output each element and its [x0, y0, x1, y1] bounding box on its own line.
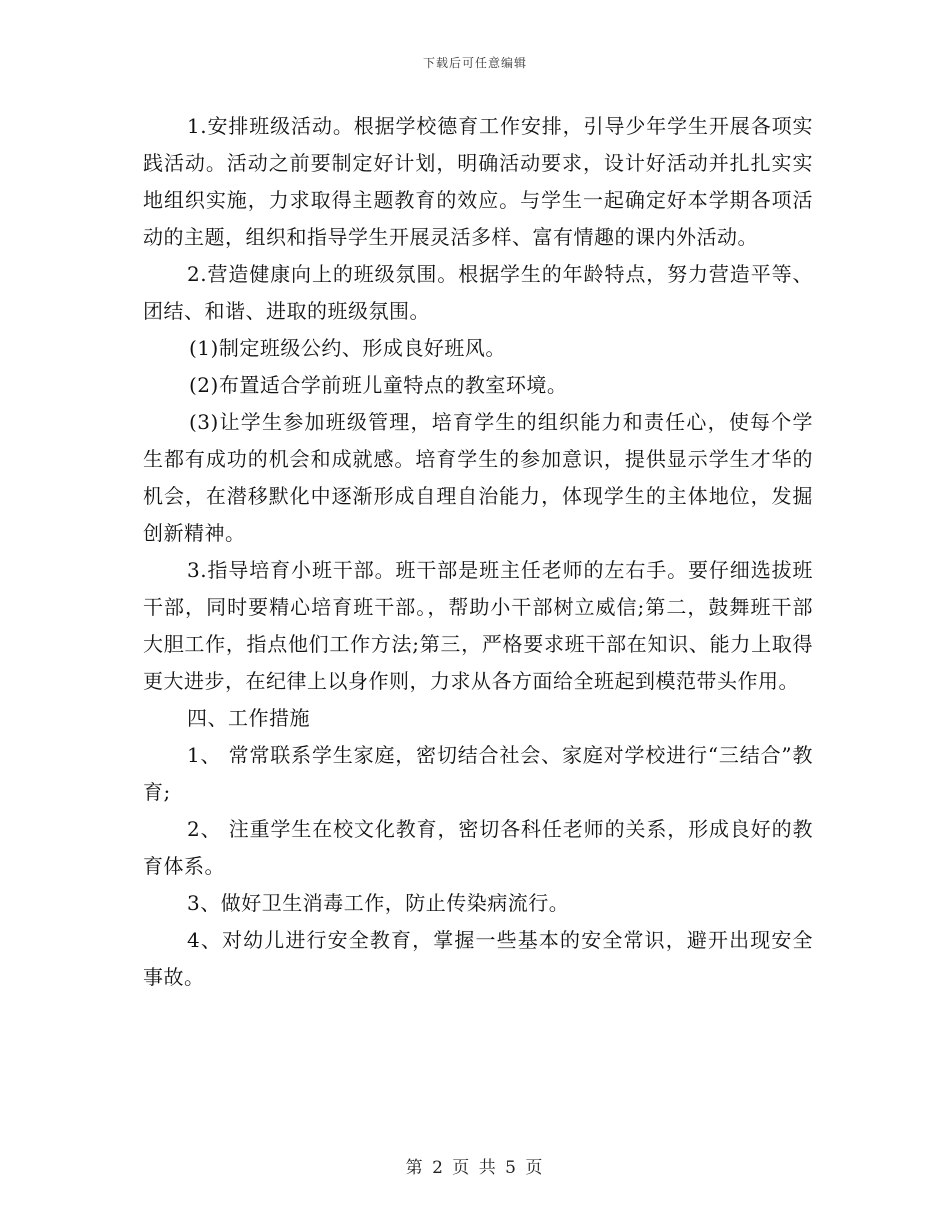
paragraph-class-activities: 1.安排班级活动。根据学校德育工作安排，引导少年学生开展各项实践活动。活动之前要制定好计划，明确活动要求，设计好活动并扎扎实实地组织实施，力求取得主题教育的效应。与学生一起确定好本学期各项活动的主题，组织和指导学生开展灵活多样、富有情趣的课内外活动。: [143, 114, 813, 249]
page-number: 第 2 页 共 5 页: [405, 1158, 545, 1178]
document-body: [143, 108, 813, 996]
section-heading-measures: 四、工作措施: [187, 706, 310, 730]
paragraph-measure-4: 4、对幼儿进行安全教育，掌握一些基本的安全常识，避开出现安全事故。: [143, 928, 813, 989]
paragraph-class-atmosphere: 2.营造健康向上的班级氛围。根据学生的年龄特点，努力营造平等、团结、和谐、进取的班级氛围。: [143, 262, 813, 323]
page-header: 下载后可任意编辑: [422, 56, 527, 70]
paragraph-measure-2: 2、 注重学生在校文化教育，密切各科任老师的关系，形成良好的教育体系。: [143, 817, 813, 878]
paragraph-item-2: (2)布置适合学前班儿童特点的教室环境。: [189, 373, 568, 397]
paragraph-item-3: (3)让学生参加班级管理，培育学生的组织能力和责任心，使每个学生都有成功的机会和成就感。培育学生的参加意识，提供显示学生才华的机会，在潜移默化中逐渐形成自理自治能力，体现学生的主体地位，发掘创新精神。: [143, 410, 813, 545]
paragraph-class-cadres: 3.指导培育小班干部。班干部是班主任老师的左右手。要仔细选拔班干部，同时要精心培育班干部。，帮助小干部树立威信;第二，鼓舞班干部大胆工作，指点他们工作方法;第三，严格要求班干部在知识、能力上取得更大进步，在纪律上以身作则，力求从各方面给全班起到模范带头作用。: [143, 558, 813, 693]
paragraph-measure-3: 3、做好卫生消毒工作，防止传染病流行。: [187, 891, 570, 915]
paragraph-item-1: (1)制定班级公约、形成良好班风。: [189, 336, 506, 360]
paragraph-measure-1: 1、 常常联系学生家庭，密切结合社会、家庭对学校进行“三结合”教育;: [143, 743, 813, 804]
